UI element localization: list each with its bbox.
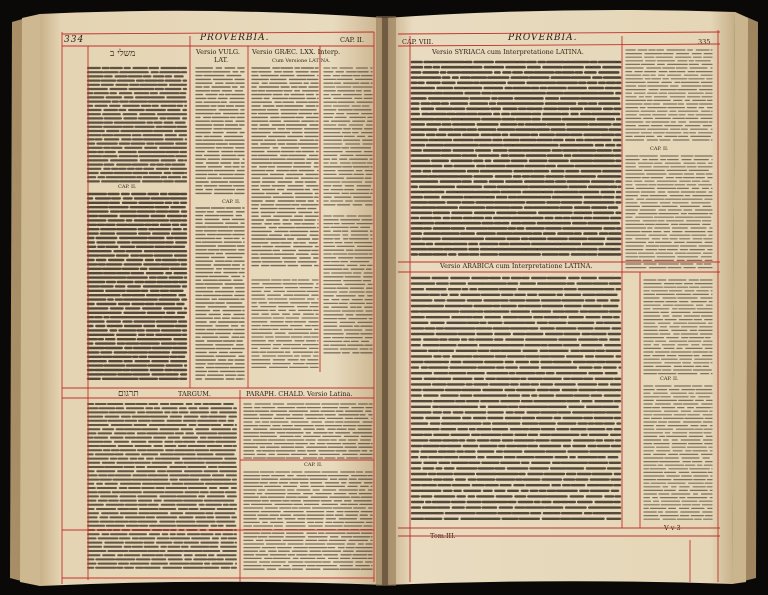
vulgate-column-sub: LAT. — [214, 56, 229, 64]
left-folio: 334 — [64, 35, 85, 45]
targum-hebrew-head: תרגום — [118, 389, 139, 399]
right-chapter: CAP. VIII. — [402, 38, 434, 46]
left-chapter: CAP. II. — [340, 36, 365, 44]
footer-signature: V v 3 — [664, 524, 681, 532]
paraph-chald-head: PARAPH. CHALD. Versio Latina. — [246, 390, 353, 398]
right-running-head: PROVERBIA. — [508, 33, 578, 43]
targum-label: TARGUM. — [178, 390, 211, 398]
right-folio: 335 — [698, 38, 711, 46]
hebrew-column-head: משלי ב — [110, 49, 136, 59]
lxx-column-sub: Cum Versione LATINA. — [272, 58, 331, 64]
vulgate-cap-label: CAP. II. — [222, 199, 241, 205]
arabic-column-head: Versio ARABICA cum Interpretatione LATINA. — [440, 262, 593, 270]
lxx-column-head: Versio GRÆC. LXX. Interp. — [252, 48, 341, 56]
right-cap-label-1: CAP. II. — [650, 146, 669, 152]
right-cap-label-2: CAP. II. — [660, 376, 679, 382]
vulgate-column-head: Versio VULG. — [196, 48, 240, 56]
hebrew-cap-label: CAP. II. — [118, 184, 137, 190]
footer-tome: Tom.III. — [430, 532, 456, 540]
paraph-cap-label: CAP. II. — [304, 462, 323, 468]
syriac-column-head: Versio SYRIACA cum Interpretatione LATINA. — [432, 48, 584, 56]
left-running-head: PROVERBIA. — [200, 33, 270, 43]
